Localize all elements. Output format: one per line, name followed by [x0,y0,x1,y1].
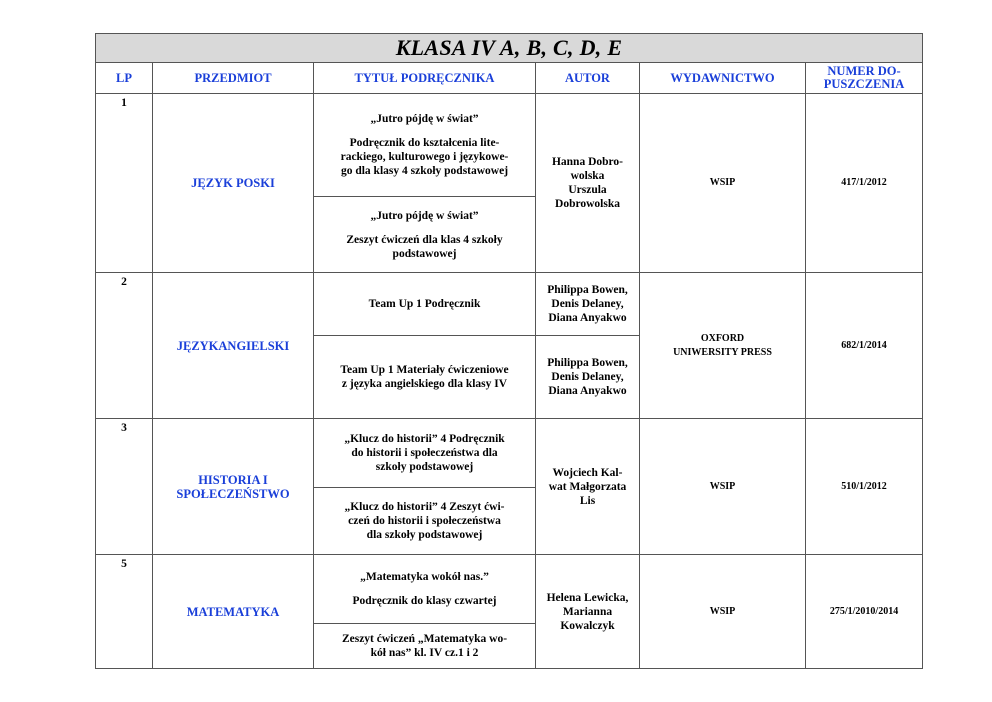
book-cell [314,555,536,624]
author-cell [536,555,640,669]
author-cell [536,419,640,555]
book-desc-line: Podręcznik do kształcenia lite- [349,137,500,149]
author-line: Urszula [568,184,607,196]
page-title: KLASA IV A, B, C, D, E [96,34,923,63]
book-desc-line: szkoły podstawowej [375,461,474,473]
book-desc-line: podstawowej [392,247,457,260]
book-desc-line: Zeszyt ćwiczeń „Matematyka wo- [341,633,508,645]
table-row [96,94,923,197]
author-line: Diana Anyakwo [548,385,627,397]
author-line: Denis Delaney, [551,371,624,383]
author-line: wat Małgorzata [548,480,627,493]
approval-cell: 417/1/2012 [806,94,923,273]
header-publisher: WYDAWNICTWO [640,63,806,94]
table-row [96,419,923,488]
header-author: AUTOR [536,63,640,94]
book-desc-line: kół nas” kl. IV cz.1 i 2 [370,647,479,659]
author-line: Lis [579,494,596,507]
approval-cell: 682/1/2014 [806,273,923,419]
book-cell [314,94,536,197]
book-desc-line: Zeszyt ćwiczeń dla klas 4 szkoły [346,233,503,246]
publisher-cell [640,273,806,419]
header-book-title: TYTUŁ PODRĘCZNIKA [314,63,536,94]
book-name: „Matematyka wokół nas.” [360,571,489,583]
book-name: „Jutro pójdę w świat” [370,209,479,222]
author-cell [536,336,640,419]
book-desc-line: Team Up 1 Materiały ćwiczeniowe [340,364,509,376]
publisher-cell: WSIP [640,419,806,555]
book-cell: Team Up 1 Podręcznik [314,273,536,336]
author-line: Philippa Bowen, [547,357,628,369]
publisher-line: OXFORD [700,332,745,344]
row-lp: 5 [96,555,153,669]
book-cell [314,419,536,488]
book-desc-line: „Klucz do historii” 4 Zeszyt ćwi- [344,501,505,513]
author-line: Dobrowolska [555,198,620,210]
subject-line: SPOŁECZEŃSTWO [176,486,290,501]
book-cell [314,197,536,273]
author-cell [536,94,640,273]
author-line: Hanna Dobro- [551,156,624,168]
book-desc-line: Podręcznik do klasy czwartej [352,595,497,607]
book-cell [314,336,536,419]
header-subject: PRZEDMIOT [153,63,314,94]
book-cell [314,488,536,555]
author-line: Kowalczyk [560,619,615,632]
row-subject: JĘZYK POSKI [153,94,314,273]
book-desc-line: czeń do historii i społeczeństwa [348,515,501,527]
table-row [96,273,923,336]
approval-cell: 510/1/2012 [806,419,923,555]
book-desc-line: go dla klasy 4 szkoły podstawowej [340,165,509,177]
row-lp: 1 [96,94,153,273]
author-line: Philippa Bowen, [547,284,628,296]
row-subject: JĘZYKANGIELSKI [153,273,314,419]
header-approval-line1: NUMER DO- [827,64,901,78]
row-subject [153,419,314,555]
book-desc-line: z języka angielskiego dla klasy IV [341,378,508,390]
header-approval-line2: PUSZCZENIA [823,77,905,91]
book-desc-line: rackiego, kulturowego i językowe- [340,151,509,163]
book-desc-line: dla szkoły podstawowej [366,529,483,541]
table-row [96,555,923,624]
author-line: Helena Lewicka, [546,591,629,604]
row-lp: 2 [96,273,153,419]
book-desc-line: do historii i społeczeństwa dla [351,447,498,459]
book-name: „Jutro pójdę w świat” [370,113,479,125]
header-approval-number [806,63,923,94]
textbook-table [95,33,923,669]
author-line: Denis Delaney, [551,298,624,310]
author-cell [536,273,640,336]
book-desc-line: „Klucz do historii” 4 Podręcznik [344,433,505,445]
author-line: Marianna [562,605,613,618]
publisher-cell: WSIP [640,555,806,669]
author-line: Diana Anyakwo [548,312,627,324]
approval-cell: 275/1/2010/2014 [806,555,923,669]
header-lp: LP [96,63,153,94]
row-subject: MATEMATYKA [153,555,314,669]
publisher-line: UNIWERSITY PRESS [673,346,772,358]
author-line: Wojciech Kal- [552,466,623,479]
publisher-cell: WSIP [640,94,806,273]
author-line: wolska [570,170,605,182]
row-lp: 3 [96,419,153,555]
subject-line: HISTORIA I [198,472,268,487]
book-cell [314,624,536,669]
